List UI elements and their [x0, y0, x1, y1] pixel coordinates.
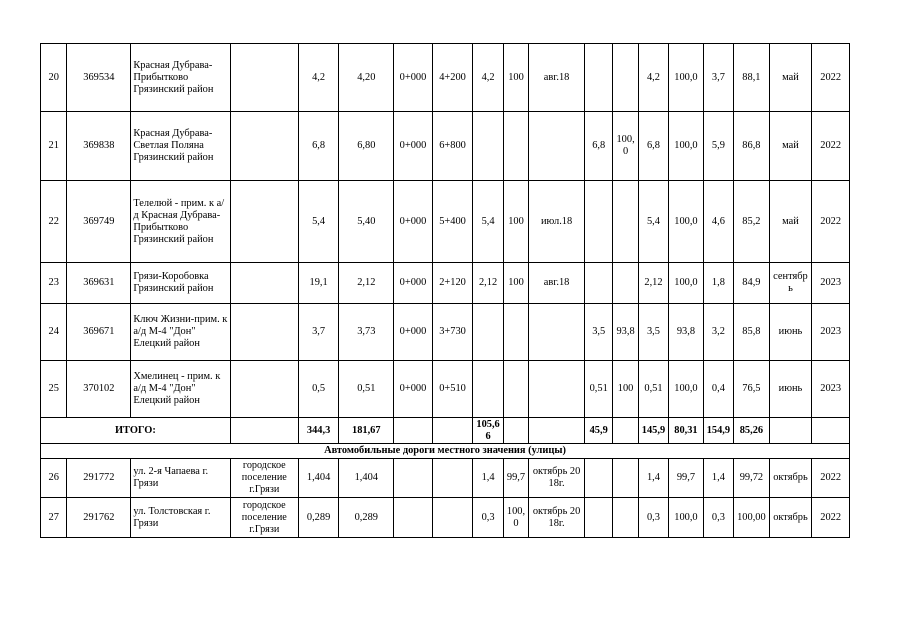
cell-id: 369749	[67, 181, 131, 263]
cell-c18: май	[769, 44, 812, 112]
cell-c6: 0,51	[339, 361, 394, 418]
cell-c10: 99,7	[503, 459, 528, 498]
cell-c6: 5,40	[339, 181, 394, 263]
cell-c6: 0,289	[339, 498, 394, 538]
cell-road: Хмелинец - прим. к а/д М-4 "Дон" Елецкий район	[131, 361, 230, 418]
cell-c14: 2,12	[638, 263, 668, 304]
cell-c17: 85,8	[734, 304, 770, 361]
cell-c7	[394, 498, 433, 538]
cell-id: 369631	[67, 263, 131, 304]
cell-loc	[230, 181, 298, 263]
cell-num: 21	[41, 112, 67, 181]
cell-c11	[529, 304, 585, 361]
cell-c13	[613, 498, 638, 538]
cell-c6: 1,404	[339, 459, 394, 498]
cell-c14: 0,51	[638, 361, 668, 418]
table-body-b	[41, 459, 850, 538]
cell-c13	[613, 263, 638, 304]
table-row	[41, 181, 850, 263]
cell-c16: 1,4	[703, 459, 733, 498]
cell-c19: 2023	[812, 361, 850, 418]
cell-road: ул. 2-я Чапаева г. Грязи	[131, 459, 230, 498]
cell-c11: октябрь 2018г.	[529, 459, 585, 498]
table-row	[41, 44, 850, 112]
cell-c10: 100	[503, 181, 528, 263]
cell-c9	[473, 304, 503, 361]
cell-c17: 99,72	[734, 459, 770, 498]
cell-c13	[613, 44, 638, 112]
cell-c15: 100,0	[669, 361, 704, 418]
cell-c11	[529, 112, 585, 181]
cell-loc	[230, 304, 298, 361]
cell-c5: 3,7	[298, 304, 339, 361]
cell-c9	[473, 361, 503, 418]
cell-c14: 4,2	[638, 44, 668, 112]
cell-c16: 5,9	[703, 112, 733, 181]
cell-c5: 4,2	[298, 44, 339, 112]
cell-c5: 0,289	[298, 498, 339, 538]
cell-c10: 100,0	[503, 498, 528, 538]
section-title: Автомобильные дороги местного значения (улицы)	[41, 444, 850, 459]
cell-c18: октябрь	[769, 498, 812, 538]
cell-road: Телелюй - прим. к а/д Красная Дубрава-Прибытково Грязинский район	[131, 181, 230, 263]
table-body-a	[41, 44, 850, 418]
cell-c12	[584, 459, 612, 498]
cell-c8	[432, 498, 473, 538]
cell-c17: 86,8	[734, 112, 770, 181]
cell-c9: 2,12	[473, 263, 503, 304]
cell-c18: май	[769, 181, 812, 263]
cell-c11: октябрь 2018г.	[529, 498, 585, 538]
cell-c18: май	[769, 112, 812, 181]
cell-road: Грязи-Коробовка Грязинский район	[131, 263, 230, 304]
cell-id: 291772	[67, 459, 131, 498]
cell-c12: 6,8	[584, 112, 612, 181]
cell-road: ул. Толстовская г. Грязи	[131, 498, 230, 538]
table-row	[41, 263, 850, 304]
cell-id: 369534	[67, 44, 131, 112]
cell-c15: 93,8	[669, 304, 704, 361]
cell-c12: 0,51	[584, 361, 612, 418]
cell-c13: 100	[613, 361, 638, 418]
cell-c5: 1,404	[298, 459, 339, 498]
table-row	[41, 459, 850, 498]
total-c17: 85,26	[734, 418, 770, 444]
cell-c18: октябрь	[769, 459, 812, 498]
cell-c12	[584, 181, 612, 263]
cell-c16: 0,4	[703, 361, 733, 418]
cell-c9: 1,4	[473, 459, 503, 498]
cell-c16: 3,2	[703, 304, 733, 361]
cell-c16: 0,3	[703, 498, 733, 538]
cell-c9	[473, 112, 503, 181]
cell-c5: 5,4	[298, 181, 339, 263]
cell-c8: 0+510	[432, 361, 473, 418]
cell-c18: сентябрь	[769, 263, 812, 304]
cell-c13	[613, 459, 638, 498]
cell-road: Красная Дубрава-Светлая Поляна Грязинский район	[131, 112, 230, 181]
total-c9: 105,66	[473, 418, 503, 444]
cell-loc: городское поселение г.Грязи	[230, 498, 298, 538]
cell-c7: 0+000	[394, 181, 433, 263]
cell-c11: авг.18	[529, 263, 585, 304]
cell-c16: 3,7	[703, 44, 733, 112]
cell-c9: 4,2	[473, 44, 503, 112]
cell-id: 369838	[67, 112, 131, 181]
cell-c11: авг.18	[529, 44, 585, 112]
cell-c18: июнь	[769, 304, 812, 361]
cell-c14: 0,3	[638, 498, 668, 538]
cell-num: 27	[41, 498, 67, 538]
cell-c16: 1,8	[703, 263, 733, 304]
cell-c17: 100,00	[734, 498, 770, 538]
cell-num: 23	[41, 263, 67, 304]
total-row	[41, 418, 850, 444]
table-row	[41, 112, 850, 181]
cell-c14: 3,5	[638, 304, 668, 361]
cell-c6: 2,12	[339, 263, 394, 304]
cell-c14: 6,8	[638, 112, 668, 181]
cell-c19: 2022	[812, 181, 850, 263]
total-c15: 80,31	[669, 418, 704, 444]
cell-c8: 5+400	[432, 181, 473, 263]
cell-num: 24	[41, 304, 67, 361]
cell-c7: 0+000	[394, 263, 433, 304]
cell-c5: 0,5	[298, 361, 339, 418]
cell-num: 22	[41, 181, 67, 263]
cell-c12	[584, 44, 612, 112]
table-row	[41, 498, 850, 538]
cell-id: 370102	[67, 361, 131, 418]
cell-c12: 3,5	[584, 304, 612, 361]
roads-table	[40, 43, 850, 538]
cell-c19: 2022	[812, 498, 850, 538]
cell-c17: 76,5	[734, 361, 770, 418]
cell-c11: июл.18	[529, 181, 585, 263]
cell-c12	[584, 498, 612, 538]
cell-road: Ключ Жизни-прим. к а/д М-4 "Дон" Елецкий район	[131, 304, 230, 361]
cell-c15: 100,0	[669, 181, 704, 263]
cell-c7: 0+000	[394, 361, 433, 418]
cell-c14: 1,4	[638, 459, 668, 498]
cell-c15: 100,0	[669, 498, 704, 538]
cell-c8: 3+730	[432, 304, 473, 361]
total-c6: 181,67	[339, 418, 394, 444]
cell-c15: 99,7	[669, 459, 704, 498]
total-c12: 45,9	[584, 418, 612, 444]
cell-num: 26	[41, 459, 67, 498]
cell-c13: 93,8	[613, 304, 638, 361]
total-c14: 145,9	[638, 418, 668, 444]
cell-c15: 100,0	[669, 263, 704, 304]
cell-c7: 0+000	[394, 304, 433, 361]
cell-c17: 85,2	[734, 181, 770, 263]
cell-num: 20	[41, 44, 67, 112]
cell-c10: 100	[503, 263, 528, 304]
cell-c6: 3,73	[339, 304, 394, 361]
total-c5: 344,3	[298, 418, 339, 444]
cell-loc	[230, 112, 298, 181]
cell-c15: 100,0	[669, 44, 704, 112]
cell-c7: 0+000	[394, 44, 433, 112]
table-row	[41, 361, 850, 418]
cell-c5: 6,8	[298, 112, 339, 181]
cell-loc	[230, 361, 298, 418]
cell-c19: 2023	[812, 304, 850, 361]
cell-c16: 4,6	[703, 181, 733, 263]
cell-c17: 88,1	[734, 44, 770, 112]
cell-c6: 6,80	[339, 112, 394, 181]
cell-c12	[584, 263, 612, 304]
cell-c8	[432, 459, 473, 498]
cell-c19: 2022	[812, 459, 850, 498]
cell-c8: 6+800	[432, 112, 473, 181]
cell-c13: 100,0	[613, 112, 638, 181]
cell-c6: 4,20	[339, 44, 394, 112]
cell-num: 25	[41, 361, 67, 418]
cell-c19: 2022	[812, 112, 850, 181]
cell-c15: 100,0	[669, 112, 704, 181]
cell-c17: 84,9	[734, 263, 770, 304]
cell-c8: 4+200	[432, 44, 473, 112]
cell-loc	[230, 44, 298, 112]
cell-c8: 2+120	[432, 263, 473, 304]
cell-c10: 100	[503, 44, 528, 112]
cell-c9: 0,3	[473, 498, 503, 538]
cell-c9: 5,4	[473, 181, 503, 263]
cell-c10	[503, 304, 528, 361]
cell-c7: 0+000	[394, 112, 433, 181]
cell-c13	[613, 181, 638, 263]
total-c16: 154,9	[703, 418, 733, 444]
cell-c19: 2022	[812, 44, 850, 112]
cell-id: 291762	[67, 498, 131, 538]
table-row	[41, 304, 850, 361]
cell-loc: городское поселение г.Грязи	[230, 459, 298, 498]
cell-c11	[529, 361, 585, 418]
section-row	[41, 444, 850, 459]
cell-c10	[503, 112, 528, 181]
cell-c5: 19,1	[298, 263, 339, 304]
total-label: ИТОГО:	[41, 418, 231, 444]
cell-c14: 5,4	[638, 181, 668, 263]
cell-id: 369671	[67, 304, 131, 361]
cell-loc	[230, 263, 298, 304]
cell-c7	[394, 459, 433, 498]
cell-c10	[503, 361, 528, 418]
cell-c19: 2023	[812, 263, 850, 304]
cell-c18: июнь	[769, 361, 812, 418]
cell-road: Красная Дубрава-Прибытково Грязинский район	[131, 44, 230, 112]
